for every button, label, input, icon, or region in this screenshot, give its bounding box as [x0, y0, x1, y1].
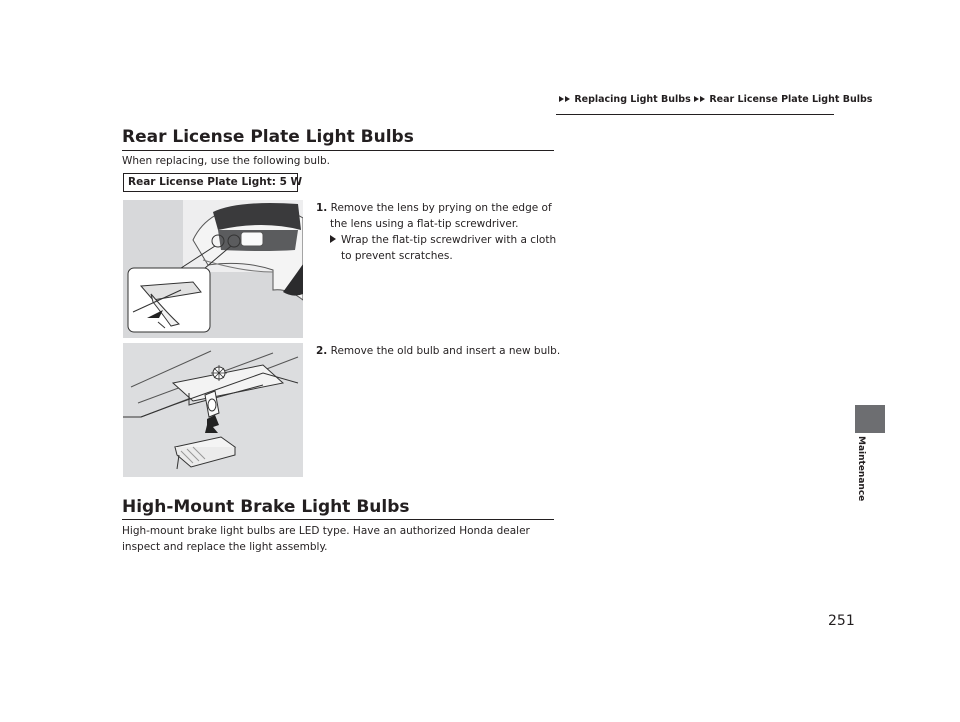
bulb-spec-box: Rear License Plate Light: 5 W — [123, 173, 298, 192]
breadcrumb-item-rear-license-plate-light-bulbs[interactable]: Rear License Plate Light Bulbs — [709, 94, 873, 105]
illustration-lens-removal — [123, 200, 303, 338]
page-number: 251 — [828, 613, 855, 629]
breadcrumb — [559, 94, 872, 105]
side-tab-marker — [855, 405, 885, 433]
breadcrumb-arrow-icon — [559, 96, 564, 102]
car-rear-illustration — [123, 200, 303, 338]
step-2-number: 2. — [316, 345, 328, 357]
step-1 — [316, 200, 556, 264]
illustration-bulb-replacement — [123, 343, 303, 477]
step-1-line-1: Remove the lens by prying on the edge of — [330, 202, 552, 214]
high-mount-body-line-2: inspect and replace the light assembly. — [122, 541, 328, 553]
step-1-sub-line-1: Wrap the flat-tip screwdriver with a cloth — [341, 234, 557, 246]
section-title-rule — [122, 519, 554, 520]
step-2 — [316, 343, 560, 359]
high-mount-body-line-1: High-mount brake light bulbs are LED type. Have an authorized Honda dealer — [122, 525, 530, 537]
step-1-sub-line-2: to prevent scratches. — [341, 250, 453, 262]
breadcrumb-arrow-icon — [694, 96, 699, 102]
side-tab-label-text: Maintenance — [856, 436, 866, 502]
step-1-line-2: the lens using a flat-tip screwdriver. — [330, 218, 519, 230]
section-title-license-plate: Rear License Plate Light Bulbs — [122, 127, 414, 147]
header-rule — [556, 114, 834, 115]
side-tab-label — [856, 436, 870, 506]
section-title-high-mount: High-Mount Brake Light Bulbs — [122, 497, 410, 517]
step-1-number: 1. — [316, 202, 328, 214]
high-mount-body — [122, 523, 530, 555]
intro-text: When replacing, use the following bulb. — [122, 155, 331, 167]
breadcrumb-arrow-icon — [565, 96, 570, 102]
section-title-rule — [122, 150, 554, 151]
sub-step-arrow-icon — [330, 235, 336, 243]
step-2-line-1: Remove the old bulb and insert a new bulb. — [330, 345, 561, 357]
bulb-replacement-illustration — [123, 343, 303, 477]
breadcrumb-item-replacing-light-bulbs[interactable]: Replacing Light Bulbs — [574, 94, 691, 105]
breadcrumb-arrow-icon — [700, 96, 705, 102]
